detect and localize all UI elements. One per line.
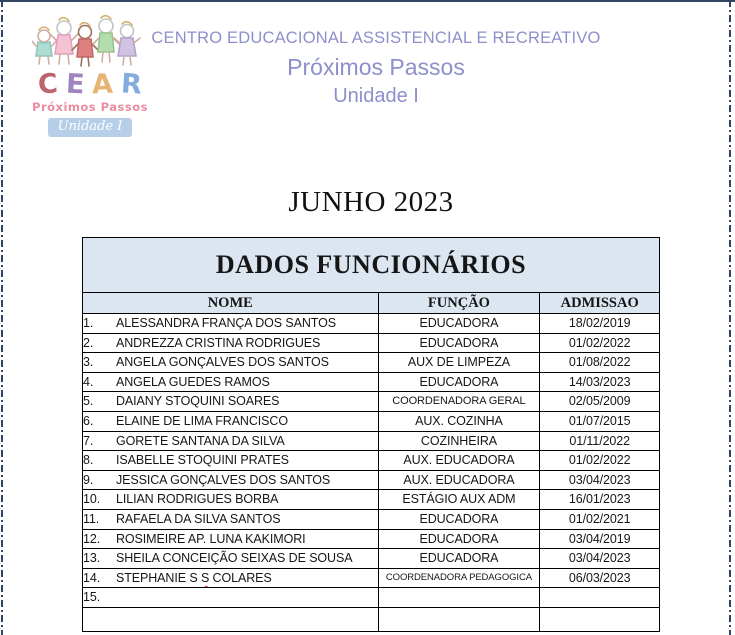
employee-name: ANGELA GUEDES RAMOS xyxy=(116,374,270,389)
column-header-admissao: ADMISSAO xyxy=(540,293,660,314)
cell-nome xyxy=(83,549,379,569)
table-row xyxy=(83,549,660,569)
page-top-border xyxy=(0,0,735,2)
cell-nome xyxy=(83,607,379,631)
cell-nome xyxy=(83,588,379,608)
cell-nome xyxy=(83,314,379,334)
column-header-funcao: FUNÇÃO xyxy=(378,293,540,314)
employee-name: ISABELLE STOQUINI PRATES xyxy=(116,453,289,468)
cell-funcao: EDUCADORA xyxy=(378,549,540,569)
logo-wordmark xyxy=(36,68,144,101)
page-left-boundary xyxy=(1,0,3,635)
row-number: 8. xyxy=(83,453,94,468)
cear-logo xyxy=(28,14,152,137)
employee-name: ALESSANDRA FRANÇA DOS SANTOS xyxy=(116,316,336,331)
employee-name: ROSIMEIRE AP. LUNA KAKIMORI xyxy=(116,531,306,546)
table-row xyxy=(83,314,660,334)
month-title: JUNHO 2023 xyxy=(288,186,454,218)
row-number: 7. xyxy=(83,433,94,448)
cell-nome xyxy=(83,333,379,353)
children-drawing-icon xyxy=(32,14,148,72)
row-number: 14. xyxy=(83,570,101,585)
employee-table-body xyxy=(83,314,660,632)
row-number: 4. xyxy=(83,374,94,389)
cell-admissao: 16/01/2023 xyxy=(540,490,660,510)
cell-funcao: EDUCADORA xyxy=(378,529,540,549)
employee-name: ANDREZZA CRISTINA RODRIGUES xyxy=(116,335,321,350)
cell-funcao: AUX. COZINHA xyxy=(378,411,540,431)
column-header-nome: NOME xyxy=(83,293,379,314)
cell-nome xyxy=(83,431,379,451)
employee-name: RAFAELA DA SILVA SANTOS xyxy=(116,511,281,526)
row-number: 15. xyxy=(83,590,101,605)
cell-admissao: 06/03/2023 xyxy=(540,568,660,588)
table-row xyxy=(83,490,660,510)
row-number: 5. xyxy=(83,394,94,409)
page-right-boundary xyxy=(729,0,731,635)
logo-letter: E xyxy=(65,68,86,101)
cell-nome xyxy=(83,568,379,588)
table-row xyxy=(83,451,660,471)
table-row xyxy=(83,392,660,412)
cell-nome xyxy=(83,470,379,490)
cell-funcao xyxy=(378,588,540,608)
cell-funcao: EDUCADORA xyxy=(378,509,540,529)
cell-funcao: AUX. EDUCADORA xyxy=(378,451,540,471)
table-row xyxy=(83,372,660,392)
spellcheck-underline: S xyxy=(200,570,210,585)
table-row xyxy=(83,431,660,451)
cell-nome xyxy=(83,490,379,510)
logo-tagline: Próximos Passos xyxy=(32,100,148,114)
row-number: 10. xyxy=(83,492,101,507)
table-row xyxy=(83,333,660,353)
cell-funcao: COORDENADORA PEDAGOGICA xyxy=(378,568,540,588)
cell-admissao xyxy=(540,588,660,608)
row-number: 3. xyxy=(83,355,94,370)
table-row xyxy=(83,353,660,373)
table-row xyxy=(83,568,660,588)
table-title-row xyxy=(83,238,660,293)
row-number: 2. xyxy=(83,335,94,350)
cell-nome xyxy=(83,392,379,412)
cell-admissao: 01/02/2021 xyxy=(540,509,660,529)
logo-letter: A xyxy=(91,68,114,101)
cell-funcao: EDUCADORA xyxy=(378,372,540,392)
cell-funcao xyxy=(378,607,540,631)
employee-name: GORETE SANTANA DA SILVA xyxy=(116,433,285,448)
table-row xyxy=(83,509,660,529)
cell-nome xyxy=(83,411,379,431)
cell-funcao: EDUCADORA xyxy=(378,314,540,334)
cell-funcao: EDUCADORA xyxy=(378,333,540,353)
employee-name: ELAINE DE LIMA FRANCISCO xyxy=(116,414,288,429)
org-name: CENTRO EDUCACIONAL ASSISTENCIAL E RECREATIVO xyxy=(151,29,601,47)
cell-nome xyxy=(83,529,379,549)
cell-admissao: 02/05/2009 xyxy=(540,392,660,412)
row-number: 9. xyxy=(83,472,94,487)
employee-name: ANGELA GONÇALVES DOS SANTOS xyxy=(116,355,329,370)
cell-admissao: 01/11/2022 xyxy=(540,431,660,451)
cell-funcao: COORDENADORA GERAL xyxy=(378,392,540,412)
cell-nome xyxy=(83,353,379,373)
cell-funcao: COZINHEIRA xyxy=(378,431,540,451)
logo-letter: C xyxy=(36,68,59,101)
cell-nome xyxy=(83,372,379,392)
org-header xyxy=(150,28,602,109)
employee-name: JESSICA GONÇALVES DOS SANTOS xyxy=(116,472,331,487)
cell-funcao: AUX. EDUCADORA xyxy=(378,470,540,490)
table-row xyxy=(83,529,660,549)
cell-nome xyxy=(83,451,379,471)
logo-letter: R xyxy=(120,68,144,101)
employee-name: SHEILA CONCEIÇÃO SEIXAS DE SOUSA xyxy=(116,551,353,566)
table-header-row xyxy=(83,293,660,314)
row-number: 6. xyxy=(83,414,94,429)
employee-name: DAIANY STOQUINI SOARES xyxy=(116,394,280,409)
row-number: 1. xyxy=(83,316,94,331)
employee-name: LILIAN RODRIGUES BORBA xyxy=(116,492,279,507)
cell-admissao: 18/02/2019 xyxy=(540,314,660,334)
cell-admissao: 01/08/2022 xyxy=(540,353,660,373)
row-number: 11. xyxy=(83,511,100,526)
cell-admissao: 03/04/2023 xyxy=(540,470,660,490)
cell-admissao: 03/04/2019 xyxy=(540,529,660,549)
org-subtitle: Próximos Passos xyxy=(287,53,465,80)
cell-admissao xyxy=(540,607,660,631)
employee-table xyxy=(82,237,660,632)
cell-nome xyxy=(83,509,379,529)
row-number: 12. xyxy=(83,531,101,546)
cell-admissao: 14/03/2023 xyxy=(540,372,660,392)
row-number: 13. xyxy=(83,551,101,566)
logo-unit-badge: Unidade I xyxy=(48,118,133,137)
table-row xyxy=(83,607,660,631)
org-unit: Unidade I xyxy=(333,85,419,108)
cell-funcao: ESTÁGIO AUX ADM xyxy=(378,490,540,510)
cell-funcao: AUX DE LIMPEZA xyxy=(378,353,540,373)
table-title: DADOS FUNCIONÁRIOS xyxy=(83,238,660,293)
cell-admissao: 01/02/2022 xyxy=(540,451,660,471)
cell-admissao: 01/07/2015 xyxy=(540,411,660,431)
cell-admissao: 01/02/2022 xyxy=(540,333,660,353)
employee-name: STEPHANIE S S COLARES xyxy=(116,570,272,585)
table-row xyxy=(83,588,660,608)
table-row xyxy=(83,470,660,490)
cell-admissao: 03/04/2023 xyxy=(540,549,660,569)
table-row xyxy=(83,411,660,431)
